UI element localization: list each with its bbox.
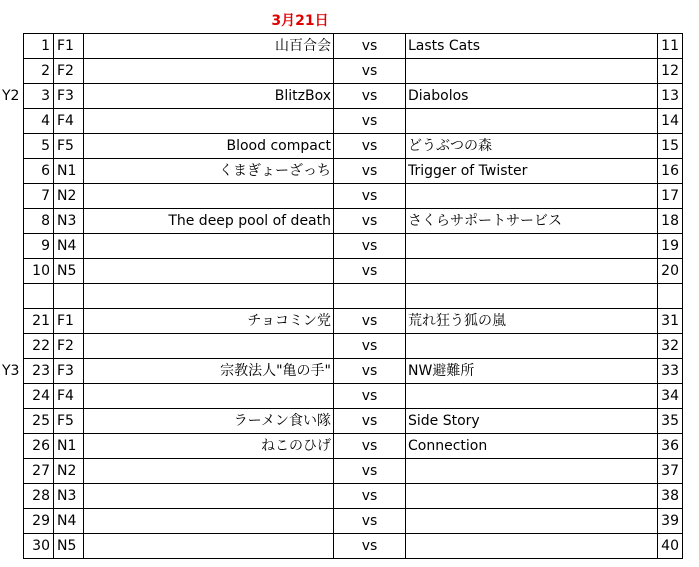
- row-number-cell[interactable]: 1: [24, 34, 54, 59]
- court-code-cell[interactable]: N2: [54, 459, 84, 484]
- court-code-cell[interactable]: N1: [54, 159, 84, 184]
- court-code-cell[interactable]: N3: [54, 484, 84, 509]
- court-code-cell[interactable]: F5: [54, 134, 84, 159]
- table-row: [24, 484, 683, 509]
- match-number-cell[interactable]: 39: [658, 509, 683, 534]
- vs-cell[interactable]: vs: [334, 184, 406, 209]
- away-team-cell[interactable]: Diabolos: [406, 84, 658, 109]
- row-number-cell[interactable]: 21: [24, 309, 54, 334]
- table-row: [24, 359, 683, 384]
- court-code-cell[interactable]: N4: [54, 234, 84, 259]
- away-team-cell[interactable]: [406, 534, 658, 559]
- court-code-cell[interactable]: N1: [54, 434, 84, 459]
- table-row: [24, 434, 683, 459]
- group-label-y3: Y3: [2, 363, 20, 379]
- row-number-cell[interactable]: 4: [24, 109, 54, 134]
- empty-cell[interactable]: [84, 284, 334, 309]
- table-row: [24, 309, 683, 334]
- away-team-cell[interactable]: NW避難所: [406, 359, 658, 384]
- table-row: [24, 34, 683, 59]
- empty-cell[interactable]: [24, 284, 54, 309]
- table-row: [24, 84, 683, 109]
- court-code-cell[interactable]: N5: [54, 259, 84, 284]
- home-team-cell[interactable]: チョコミン党: [84, 309, 334, 334]
- match-number-cell[interactable]: 31: [658, 309, 683, 334]
- table-row: [24, 134, 683, 159]
- home-team-cell[interactable]: [84, 384, 334, 409]
- home-team-cell[interactable]: 宗教法人"亀の手": [84, 359, 334, 384]
- match-number-cell[interactable]: 36: [658, 434, 683, 459]
- table-row: [24, 534, 683, 559]
- row-number-cell[interactable]: 30: [24, 534, 54, 559]
- home-team-cell[interactable]: [84, 534, 334, 559]
- empty-cell[interactable]: [54, 284, 84, 309]
- away-team-cell[interactable]: Side Story: [406, 409, 658, 434]
- away-team-cell[interactable]: [406, 459, 658, 484]
- table-row: [24, 384, 683, 409]
- vs-cell[interactable]: vs: [334, 159, 406, 184]
- match-number-cell[interactable]: 15: [658, 134, 683, 159]
- court-code-cell[interactable]: N2: [54, 184, 84, 209]
- group-label-y2: Y2: [2, 88, 20, 104]
- match-number-cell[interactable]: 33: [658, 359, 683, 384]
- vs-cell[interactable]: vs: [334, 534, 406, 559]
- empty-cell[interactable]: [658, 284, 683, 309]
- match-number-cell[interactable]: 38: [658, 484, 683, 509]
- court-code-cell[interactable]: F2: [54, 334, 84, 359]
- home-team-cell[interactable]: [84, 234, 334, 259]
- vs-cell[interactable]: vs: [334, 434, 406, 459]
- home-team-cell[interactable]: [84, 259, 334, 284]
- away-team-cell[interactable]: [406, 509, 658, 534]
- row-number-cell[interactable]: 3: [24, 84, 54, 109]
- away-team-cell[interactable]: どうぶつの森: [406, 134, 658, 159]
- row-number-cell[interactable]: 6: [24, 159, 54, 184]
- court-code-cell[interactable]: F3: [54, 359, 84, 384]
- home-team-cell[interactable]: ラーメン食い隊: [84, 409, 334, 434]
- away-team-cell[interactable]: Trigger of Twister: [406, 159, 658, 184]
- home-team-cell[interactable]: 山百合会: [84, 34, 334, 59]
- away-team-cell[interactable]: [406, 109, 658, 134]
- match-number-cell[interactable]: 13: [658, 84, 683, 109]
- away-team-cell[interactable]: [406, 184, 658, 209]
- away-team-cell[interactable]: [406, 59, 658, 84]
- home-team-cell[interactable]: BlitzBox: [84, 84, 334, 109]
- match-number-cell[interactable]: 20: [658, 259, 683, 284]
- vs-cell[interactable]: vs: [334, 59, 406, 84]
- vs-cell[interactable]: vs: [334, 334, 406, 359]
- table-row: [24, 334, 683, 359]
- court-code-cell[interactable]: F4: [54, 109, 84, 134]
- row-number-cell[interactable]: 2: [24, 59, 54, 84]
- match-number-cell[interactable]: 40: [658, 534, 683, 559]
- home-team-cell[interactable]: [84, 459, 334, 484]
- row-number-cell[interactable]: 10: [24, 259, 54, 284]
- match-number-cell[interactable]: 18: [658, 209, 683, 234]
- vs-cell[interactable]: vs: [334, 234, 406, 259]
- home-team-cell[interactable]: ねこのひげ: [84, 434, 334, 459]
- row-number-cell[interactable]: 27: [24, 459, 54, 484]
- row-number-cell[interactable]: 22: [24, 334, 54, 359]
- vs-cell[interactable]: vs: [334, 134, 406, 159]
- table-row: [24, 234, 683, 259]
- table-row: [24, 209, 683, 234]
- home-team-cell[interactable]: くまぎょーざっち: [84, 159, 334, 184]
- away-team-cell[interactable]: Lasts Cats: [406, 34, 658, 59]
- court-code-cell[interactable]: F2: [54, 59, 84, 84]
- table-row: [24, 459, 683, 484]
- home-team-cell[interactable]: [84, 484, 334, 509]
- empty-cell[interactable]: [406, 284, 658, 309]
- vs-cell[interactable]: vs: [334, 384, 406, 409]
- row-number-cell[interactable]: 26: [24, 434, 54, 459]
- vs-cell[interactable]: vs: [334, 209, 406, 234]
- match-number-cell[interactable]: 34: [658, 384, 683, 409]
- row-number-cell[interactable]: 25: [24, 409, 54, 434]
- home-team-cell[interactable]: Blood compact: [84, 134, 334, 159]
- match-number-cell[interactable]: 14: [658, 109, 683, 134]
- match-number-cell[interactable]: 35: [658, 409, 683, 434]
- table-row: [24, 259, 683, 284]
- vs-cell[interactable]: vs: [334, 309, 406, 334]
- court-code-cell[interactable]: F3: [54, 84, 84, 109]
- away-team-cell[interactable]: Connection: [406, 434, 658, 459]
- home-team-cell[interactable]: [84, 184, 334, 209]
- court-code-cell[interactable]: F1: [54, 309, 84, 334]
- table-row: [24, 59, 683, 84]
- home-team-cell[interactable]: [84, 109, 334, 134]
- row-number-cell[interactable]: 7: [24, 184, 54, 209]
- match-number-cell[interactable]: 17: [658, 184, 683, 209]
- table-row: [24, 109, 683, 134]
- schedule-table: [23, 33, 683, 559]
- court-code-cell[interactable]: F1: [54, 34, 84, 59]
- match-number-cell[interactable]: 16: [658, 159, 683, 184]
- row-number-cell[interactable]: 28: [24, 484, 54, 509]
- vs-cell[interactable]: vs: [334, 259, 406, 284]
- court-code-cell[interactable]: F4: [54, 384, 84, 409]
- court-code-cell[interactable]: N5: [54, 534, 84, 559]
- sheet-title: 3月21日: [271, 13, 329, 29]
- match-number-cell[interactable]: 19: [658, 234, 683, 259]
- vs-cell[interactable]: vs: [334, 109, 406, 134]
- row-number-cell[interactable]: 24: [24, 384, 54, 409]
- away-team-cell[interactable]: 荒れ狂う狐の嵐: [406, 309, 658, 334]
- table-row: [24, 159, 683, 184]
- vs-cell[interactable]: vs: [334, 509, 406, 534]
- away-team-cell[interactable]: [406, 334, 658, 359]
- row-number-cell[interactable]: 29: [24, 509, 54, 534]
- court-code-cell[interactable]: F5: [54, 409, 84, 434]
- match-number-cell[interactable]: 32: [658, 334, 683, 359]
- away-team-cell[interactable]: さくらサポートサービス: [406, 209, 658, 234]
- row-number-cell[interactable]: 9: [24, 234, 54, 259]
- home-team-cell[interactable]: The deep pool of death: [84, 209, 334, 234]
- home-team-cell[interactable]: [84, 334, 334, 359]
- court-code-cell[interactable]: N3: [54, 209, 84, 234]
- match-number-cell[interactable]: 11: [658, 34, 683, 59]
- vs-cell[interactable]: vs: [334, 409, 406, 434]
- table-row: [24, 184, 683, 209]
- court-code-cell[interactable]: N4: [54, 509, 84, 534]
- table-row: [24, 509, 683, 534]
- home-team-cell[interactable]: [84, 59, 334, 84]
- row-number-cell[interactable]: 5: [24, 134, 54, 159]
- row-number-cell[interactable]: 23: [24, 359, 54, 384]
- vs-cell[interactable]: vs: [334, 459, 406, 484]
- match-number-cell[interactable]: 12: [658, 59, 683, 84]
- away-team-cell[interactable]: [406, 384, 658, 409]
- vs-cell[interactable]: vs: [334, 34, 406, 59]
- table-row: [24, 409, 683, 434]
- away-team-cell[interactable]: [406, 484, 658, 509]
- row-number-cell[interactable]: 8: [24, 209, 54, 234]
- empty-cell[interactable]: [334, 284, 406, 309]
- away-team-cell[interactable]: [406, 259, 658, 284]
- spacer-row: [24, 284, 683, 309]
- match-number-cell[interactable]: 37: [658, 459, 683, 484]
- vs-cell[interactable]: vs: [334, 484, 406, 509]
- vs-cell[interactable]: vs: [334, 84, 406, 109]
- home-team-cell[interactable]: [84, 509, 334, 534]
- vs-cell[interactable]: vs: [334, 359, 406, 384]
- away-team-cell[interactable]: [406, 234, 658, 259]
